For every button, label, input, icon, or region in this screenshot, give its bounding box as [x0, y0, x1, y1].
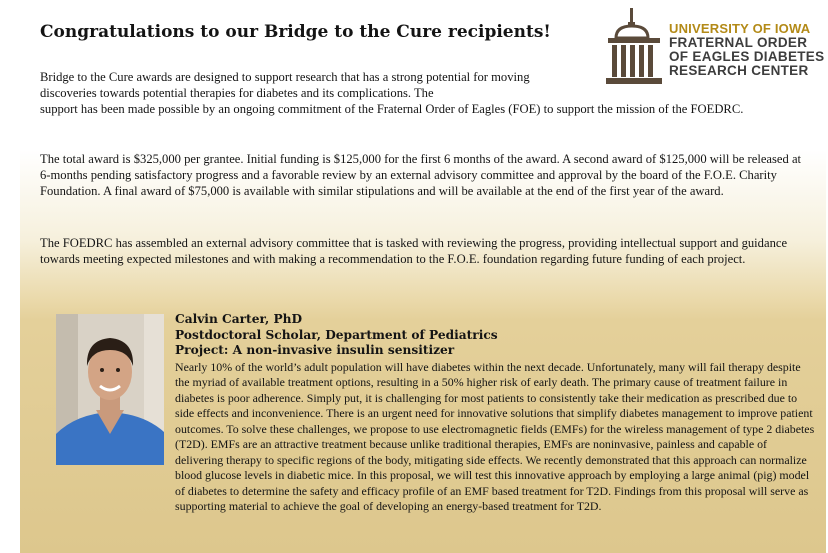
intro-paragraph: Bridge to the Cure awards are designed to support research that has a strong potential for moving discoveries towards potential therapies for diabetes and its complications. The	[40, 70, 530, 100]
page-title: Congratulations to our Bridge to the Cure recipients!	[40, 22, 551, 42]
award-paragraph: The total award is $325,000 per grantee. Initial funding is $125,000 for the first 6 months of the award. A second award of $125,000 will be released at 6-months pending satisfactory progress and a favorable review by an external advisory committee and approval by the board of the F.O.E. Charity Foundation. A final award of $75,000 is available with similar stipulations and will be available at the end of the first year of the award.	[40, 152, 802, 198]
logo-line-3: OF EAGLES DIABETES	[669, 49, 825, 64]
award-announcement-card	[20, 0, 826, 553]
recipient-role: Postdoctoral Scholar, Department of Pediatrics	[175, 327, 498, 342]
committee-paragraph: The FOEDRC has assembled an external advisory committee that is tasked with reviewing the progress, providing intellectual support and guidance towards meeting expected milestones and with making a recommendation to the F.O.E. foundation regarding future funding of each project.	[40, 236, 788, 266]
logo-university: UNIVERSITY OF IOWA	[669, 21, 811, 36]
recipient-project: Project: A non-invasive insulin sensitizer	[175, 343, 455, 357]
intro-paragraph-continued: support has been made possible by an ongoing commitment of the Fraternal Order of Eagles (FOE) to support the mission of the FOEDRC.	[40, 102, 744, 116]
recipient-summary: Nearly 10% of the world’s adult population will have diabetes within the next decade. Unfortunately, many will fail therapy despite the myriad of available treatment options, resulting in a 50% higher risk of early death. The primary cause of treatment failure in diabetes is poor adherence. Simply put, it is challenging for most patients to consistently take their medication as prescribed due to side effects and inconvenience. There is an urgent need for innovative solutions that simplify diabetes management to improve patient outcomes. To solve these challenges, we propose to use electromagnetic fields (EMFs) for the wireless management of type 2 diabetes (T2D). EMFs are an attractive treatment because unlike traditional therapies, EMFs are noninvasive, painless and capable of delivering therapy to specific regions of the body, mitigating side effects. We recently demonstrated that this approach can normalize blood glucose levels in diabetic mice. In this proposal, we will test this innovative approach by employing a large animal (pig) model of diabetes to determine the safety and efficacy profile of an EMF based treatment for T2D. Findings from this proposal will serve as supporting material to achieve the goal of developing an energy-based treatment for T2D.	[175, 359, 815, 513]
logo-line-4: RESEARCH CENTER	[669, 63, 809, 78]
recipient-info	[175, 312, 815, 515]
foedrc-logo	[604, 6, 828, 88]
logo-line-2: FRATERNAL ORDER	[669, 35, 808, 50]
columns-building-icon	[604, 8, 664, 88]
recipient-photo	[56, 314, 164, 465]
recipient-name: Calvin Carter, PhD	[175, 312, 303, 326]
